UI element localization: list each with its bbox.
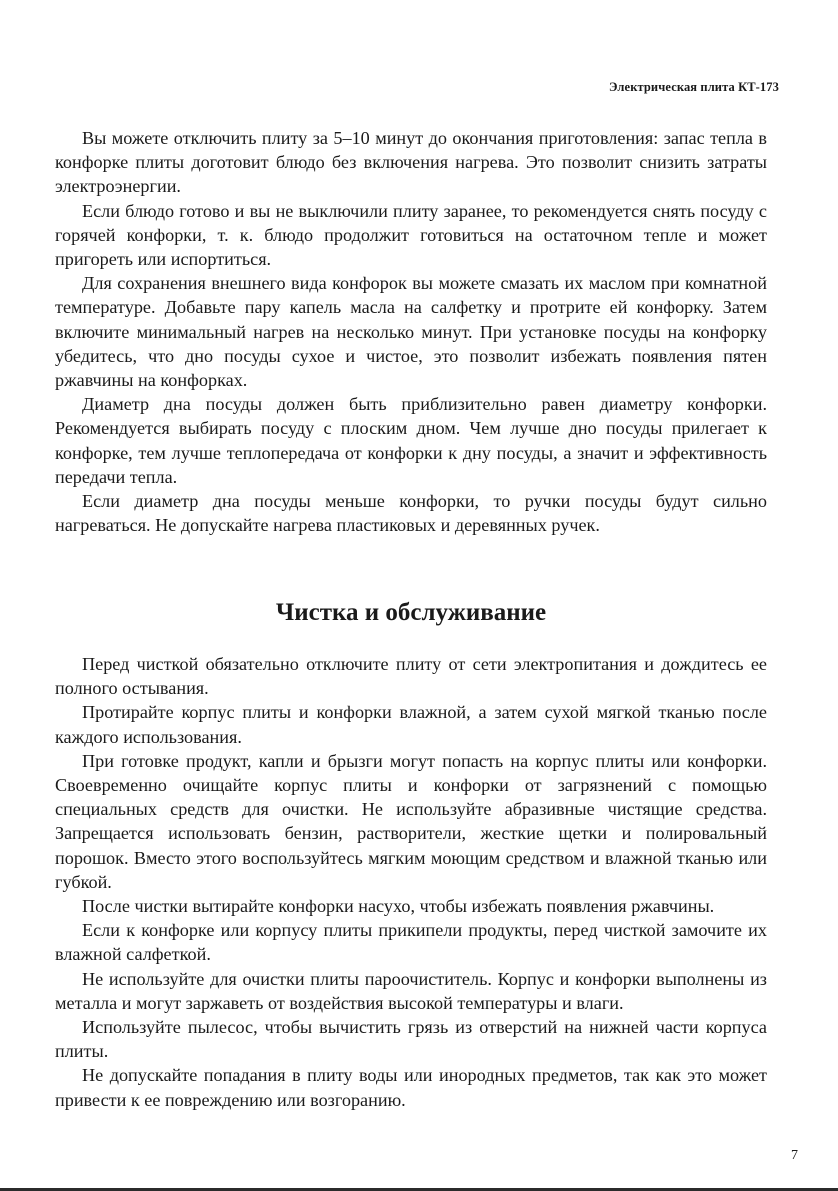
page-number: 7 xyxy=(791,1148,798,1163)
paragraph: Используйте пылесос, чтобы вычистить грязь из отверстий на нижней части корпуса плиты. xyxy=(55,1017,767,1062)
paragraph: Если диаметр дна посуды меньше конфорки, то ручки посуды будут сильно нагреваться. Не допускайте нагрева пластиковых и деревянных ручек. xyxy=(55,491,767,536)
usage-tips-section xyxy=(55,126,767,537)
paragraph: Диаметр дна посуды должен быть приблизительно равен диаметру конфорки. Рекомендуется выбирать посуду с плоским дном. Чем лучше дно посуды прилегает к конфорке, тем лучше теплопередача от конфорки к дну посуды, а значит и эффективность передачи тепла. xyxy=(55,394,767,487)
paragraph: После чистки вытирайте конфорки насухо, чтобы избежать появления ржавчины. xyxy=(82,896,715,917)
section-heading: Чистка и обслуживание xyxy=(275,599,547,626)
paragraph: Для сохранения внешнего вида конфорок вы можете смазать их маслом при комнатной температуре. Добавьте пару капель масла на салфетку и протрите ей конфорку. Затем включите минимальный нагрев на несколько минут. При установке посуды на конфорку убедитесь, что дно посуды сухое и чистое, это позволит избежать появления пятен ржавчины на конфорках. xyxy=(55,273,767,391)
paragraph: Протирайте корпус плиты и конфорки влажной, а затем сухой мягкой тканью после каждого использования. xyxy=(55,702,767,747)
paragraph: Если блюдо готово и вы не выключили плиту заранее, то рекомендуется снять посуду с горячей конфорки, т. к. блюдо продолжит готовиться на остаточном тепле и может пригореть или испортиться. xyxy=(55,200,767,270)
paragraph: Перед чисткой обязательно отключите плиту от сети электропитания и дождитесь ее полного остывания. xyxy=(55,654,767,699)
running-header: Электрическая плита КТ-173 xyxy=(609,80,779,94)
paragraph: При готовке продукт, капли и брызги могут попасть на корпус плиты или конфорки. Своевременно очищайте корпус плиты и конфорки от загрязнений с помощью специальных средств для очистки. Не используйте абразивные чистящие средства. Запрещается использовать бензин, растворители, жесткие щетки и полировальный порошок. Вместо этого воспользуйтесь мягким моющим средством и влажной тканью или губкой. xyxy=(55,750,767,892)
paragraph: Не допускайте попадания в плиту воды или инородных предметов, так как это может привести к ее повреждению или возгоранию. xyxy=(55,1065,767,1110)
paragraph: Вы можете отключить плиту за 5–10 минут до окончания приготовления: запас тепла в конфорке плиты доготовит блюдо без включения нагрева. Это позволит снизить затраты электроэнергии. xyxy=(55,128,767,197)
paragraph: Если к конфорке или корпусу плиты прикипели продукты, перед чисткой замочите их влажной салфеткой. xyxy=(55,920,767,965)
paragraph: Не используйте для очистки плиты пароочиститель. Корпус и конфорки выполнены из металла и могут заржаветь от воздействия высокой температуры и влаги. xyxy=(55,968,767,1013)
cleaning-section xyxy=(55,652,767,1112)
